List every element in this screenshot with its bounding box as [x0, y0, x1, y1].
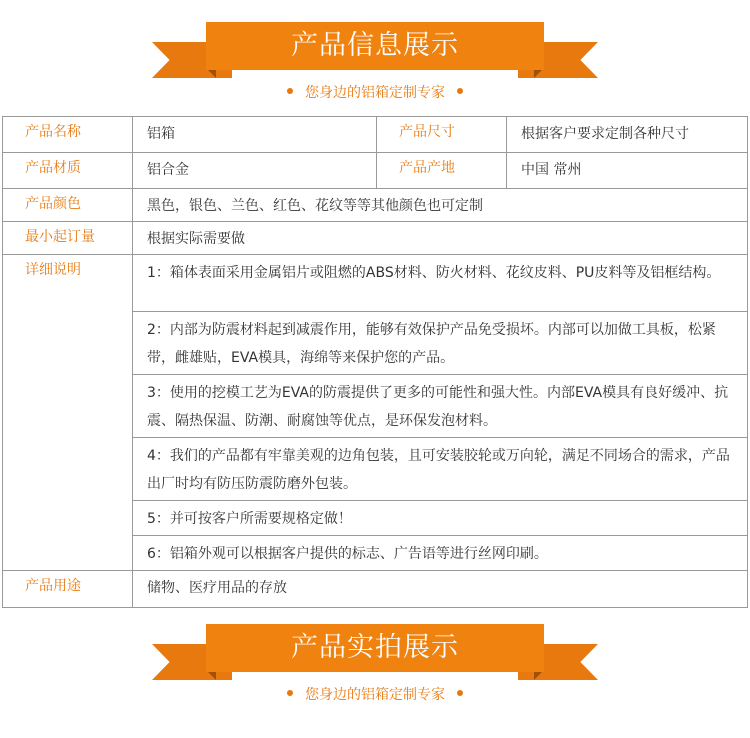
table-row: [3, 189, 748, 222]
table-row: [3, 153, 748, 189]
product-info-table: [2, 116, 748, 608]
detail-item-2: 2：内部为防震材料起到减震作用，能够有效保护产品免受损坏。内部可以加做工具板，松紧带，雌雄贴，EVA模具，海绵等来保护您的产品。: [133, 312, 748, 375]
table-row: [3, 222, 748, 255]
section-banner-product-photos: [0, 610, 750, 710]
label-product-usage: 产品用途: [3, 571, 133, 608]
value-product-color: 黑色，银色、兰色、红色、花纹等等其他颜色也可定制: [133, 189, 748, 222]
dot-icon: [457, 88, 463, 94]
dot-icon: [287, 88, 293, 94]
banner-title: 产品信息展示: [206, 22, 544, 70]
value-product-material: 铝合金: [133, 153, 377, 189]
banner-subtitle-row: [0, 82, 750, 102]
detail-item-6: 6：铝箱外观可以根据客户提供的标志、广告语等进行丝网印刷。: [133, 536, 748, 571]
dot-icon: [287, 690, 293, 696]
label-product-origin: 产品产地: [377, 153, 507, 189]
table-row: [3, 571, 748, 608]
section-banner-product-info: [0, 8, 750, 108]
banner-title: 产品实拍展示: [206, 624, 544, 672]
detail-item-3: 3：使用的挖模工艺为EVA的防震提供了更多的可能性和强大性。内部EVA模具有良好缓冲、抗震、隔热保温、防潮、耐腐蚀等优点，是环保发泡材料。: [133, 375, 748, 438]
value-product-origin: 中国 常州: [507, 153, 748, 189]
label-detail: 详细说明: [3, 255, 133, 571]
label-product-size: 产品尺寸: [377, 117, 507, 153]
value-product-name: 铝箱: [133, 117, 377, 153]
banner-subtitle-row: [0, 684, 750, 704]
value-product-usage: 储物、医疗用品的存放: [133, 571, 748, 608]
value-product-size: 根据客户要求定制各种尺寸: [507, 117, 748, 153]
label-product-name: 产品名称: [3, 117, 133, 153]
detail-item-4: 4：我们的产品都有牢靠美观的边角包装，且可安装胶轮或万向轮，满足不同场合的需求，产品出厂时均有防压防震防磨外包装。: [133, 438, 748, 501]
label-product-material: 产品材质: [3, 153, 133, 189]
detail-item-1: 1：箱体表面采用金属铝片或阻燃的ABS材料、防火材料、花纹皮料、PU皮料等及铝框结构。: [133, 255, 748, 312]
banner-subtitle: 您身边的铝箱定制专家: [305, 85, 445, 101]
banner-subtitle: 您身边的铝箱定制专家: [305, 687, 445, 703]
dot-icon: [457, 690, 463, 696]
value-moq: 根据实际需要做: [133, 222, 748, 255]
table-row: [3, 255, 748, 312]
table-row: [3, 117, 748, 153]
label-moq: 最小起订量: [3, 222, 133, 255]
detail-item-5: 5：并可按客户所需要规格定做！: [133, 501, 748, 536]
label-product-color: 产品颜色: [3, 189, 133, 222]
